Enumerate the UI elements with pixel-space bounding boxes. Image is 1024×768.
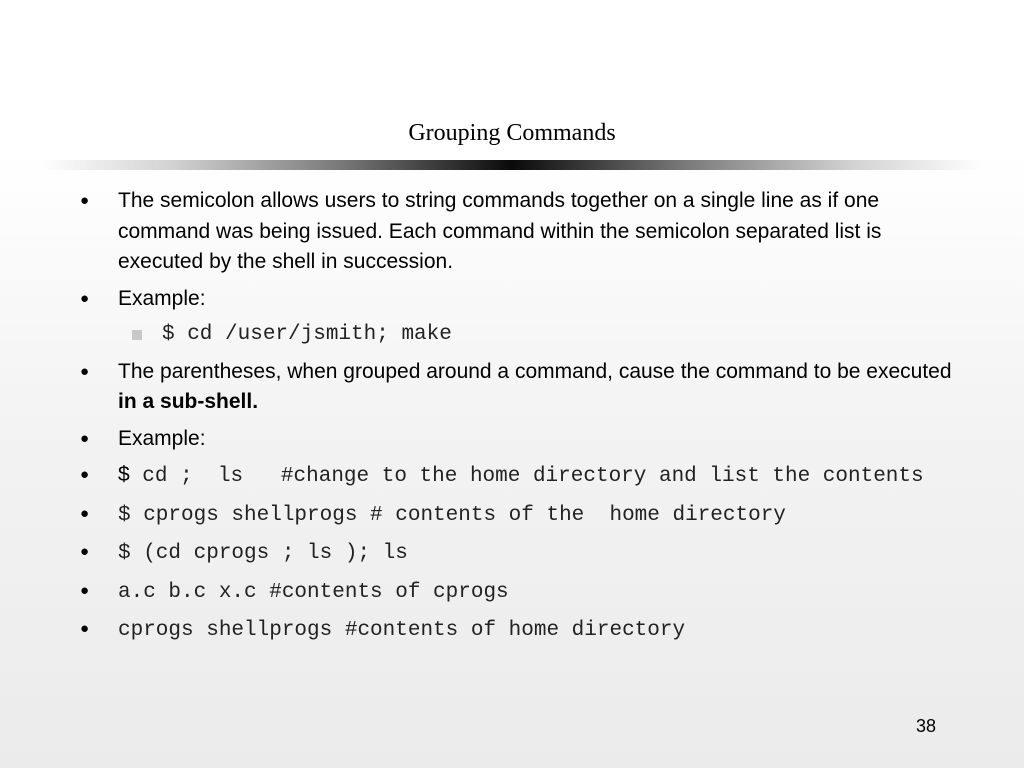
bullet-item-cprogs-contents	[78, 576, 958, 609]
slide-title: Grouping Commands	[408, 120, 616, 146]
bullet-icon: ●	[80, 289, 90, 307]
bullet-text: The semicolon allows users to string commands together on a single line as if one command was being issued. Each command within the semicolon separated list is executed by the shell in succession.	[118, 189, 882, 273]
bullet-item-parentheses	[78, 357, 958, 418]
bullet-icon: ●	[80, 429, 90, 447]
bullet-item-home-contents	[78, 614, 958, 647]
bullet-text: Example:	[118, 426, 206, 450]
code-example: $ (cd cprogs ; ls ); ls	[118, 542, 408, 565]
bullet-icon: ●	[80, 362, 90, 380]
bullet-icon: ●	[80, 543, 90, 560]
bullet-text: The parentheses, when grouped around a command, cause the command to be executed	[118, 359, 952, 383]
bullet-icon: ●	[80, 192, 90, 209]
bullet-text-emphasis: in a sub-shell.	[118, 390, 259, 413]
code-example: $ cd /user/jsmith; make	[162, 323, 452, 346]
title-divider	[40, 160, 984, 170]
bullet-item-semicolon	[78, 186, 958, 278]
bullet-item-example-1	[78, 284, 958, 315]
bullet-icon: ●	[80, 620, 90, 637]
bullet-item-subshell-command	[78, 537, 958, 570]
page-number: 38	[915, 716, 937, 736]
square-bullet-icon	[132, 330, 142, 340]
code-example: cd ; ls #change to the home directory and list the contents	[129, 465, 924, 488]
bullet-icon: ●	[80, 466, 90, 483]
bullet-icon: ●	[80, 504, 90, 522]
bullet-text: Example:	[118, 286, 206, 310]
prompt-symbol: $	[118, 463, 130, 486]
bullet-icon: ●	[80, 581, 90, 599]
sub-bullet-item-code	[78, 320, 958, 351]
bullet-item-cd-ls	[78, 460, 958, 493]
bullet-list	[78, 186, 958, 653]
code-example: $ cprogs shellprogs # contents of the home directory	[118, 503, 786, 527]
code-example: cprogs shellprogs #contents of home directory	[118, 619, 686, 642]
bullet-item-cprogs-listing	[78, 499, 958, 532]
code-example: a.c b.c x.c #contents of cprogs	[118, 580, 509, 604]
bullet-item-example-2	[78, 424, 958, 455]
